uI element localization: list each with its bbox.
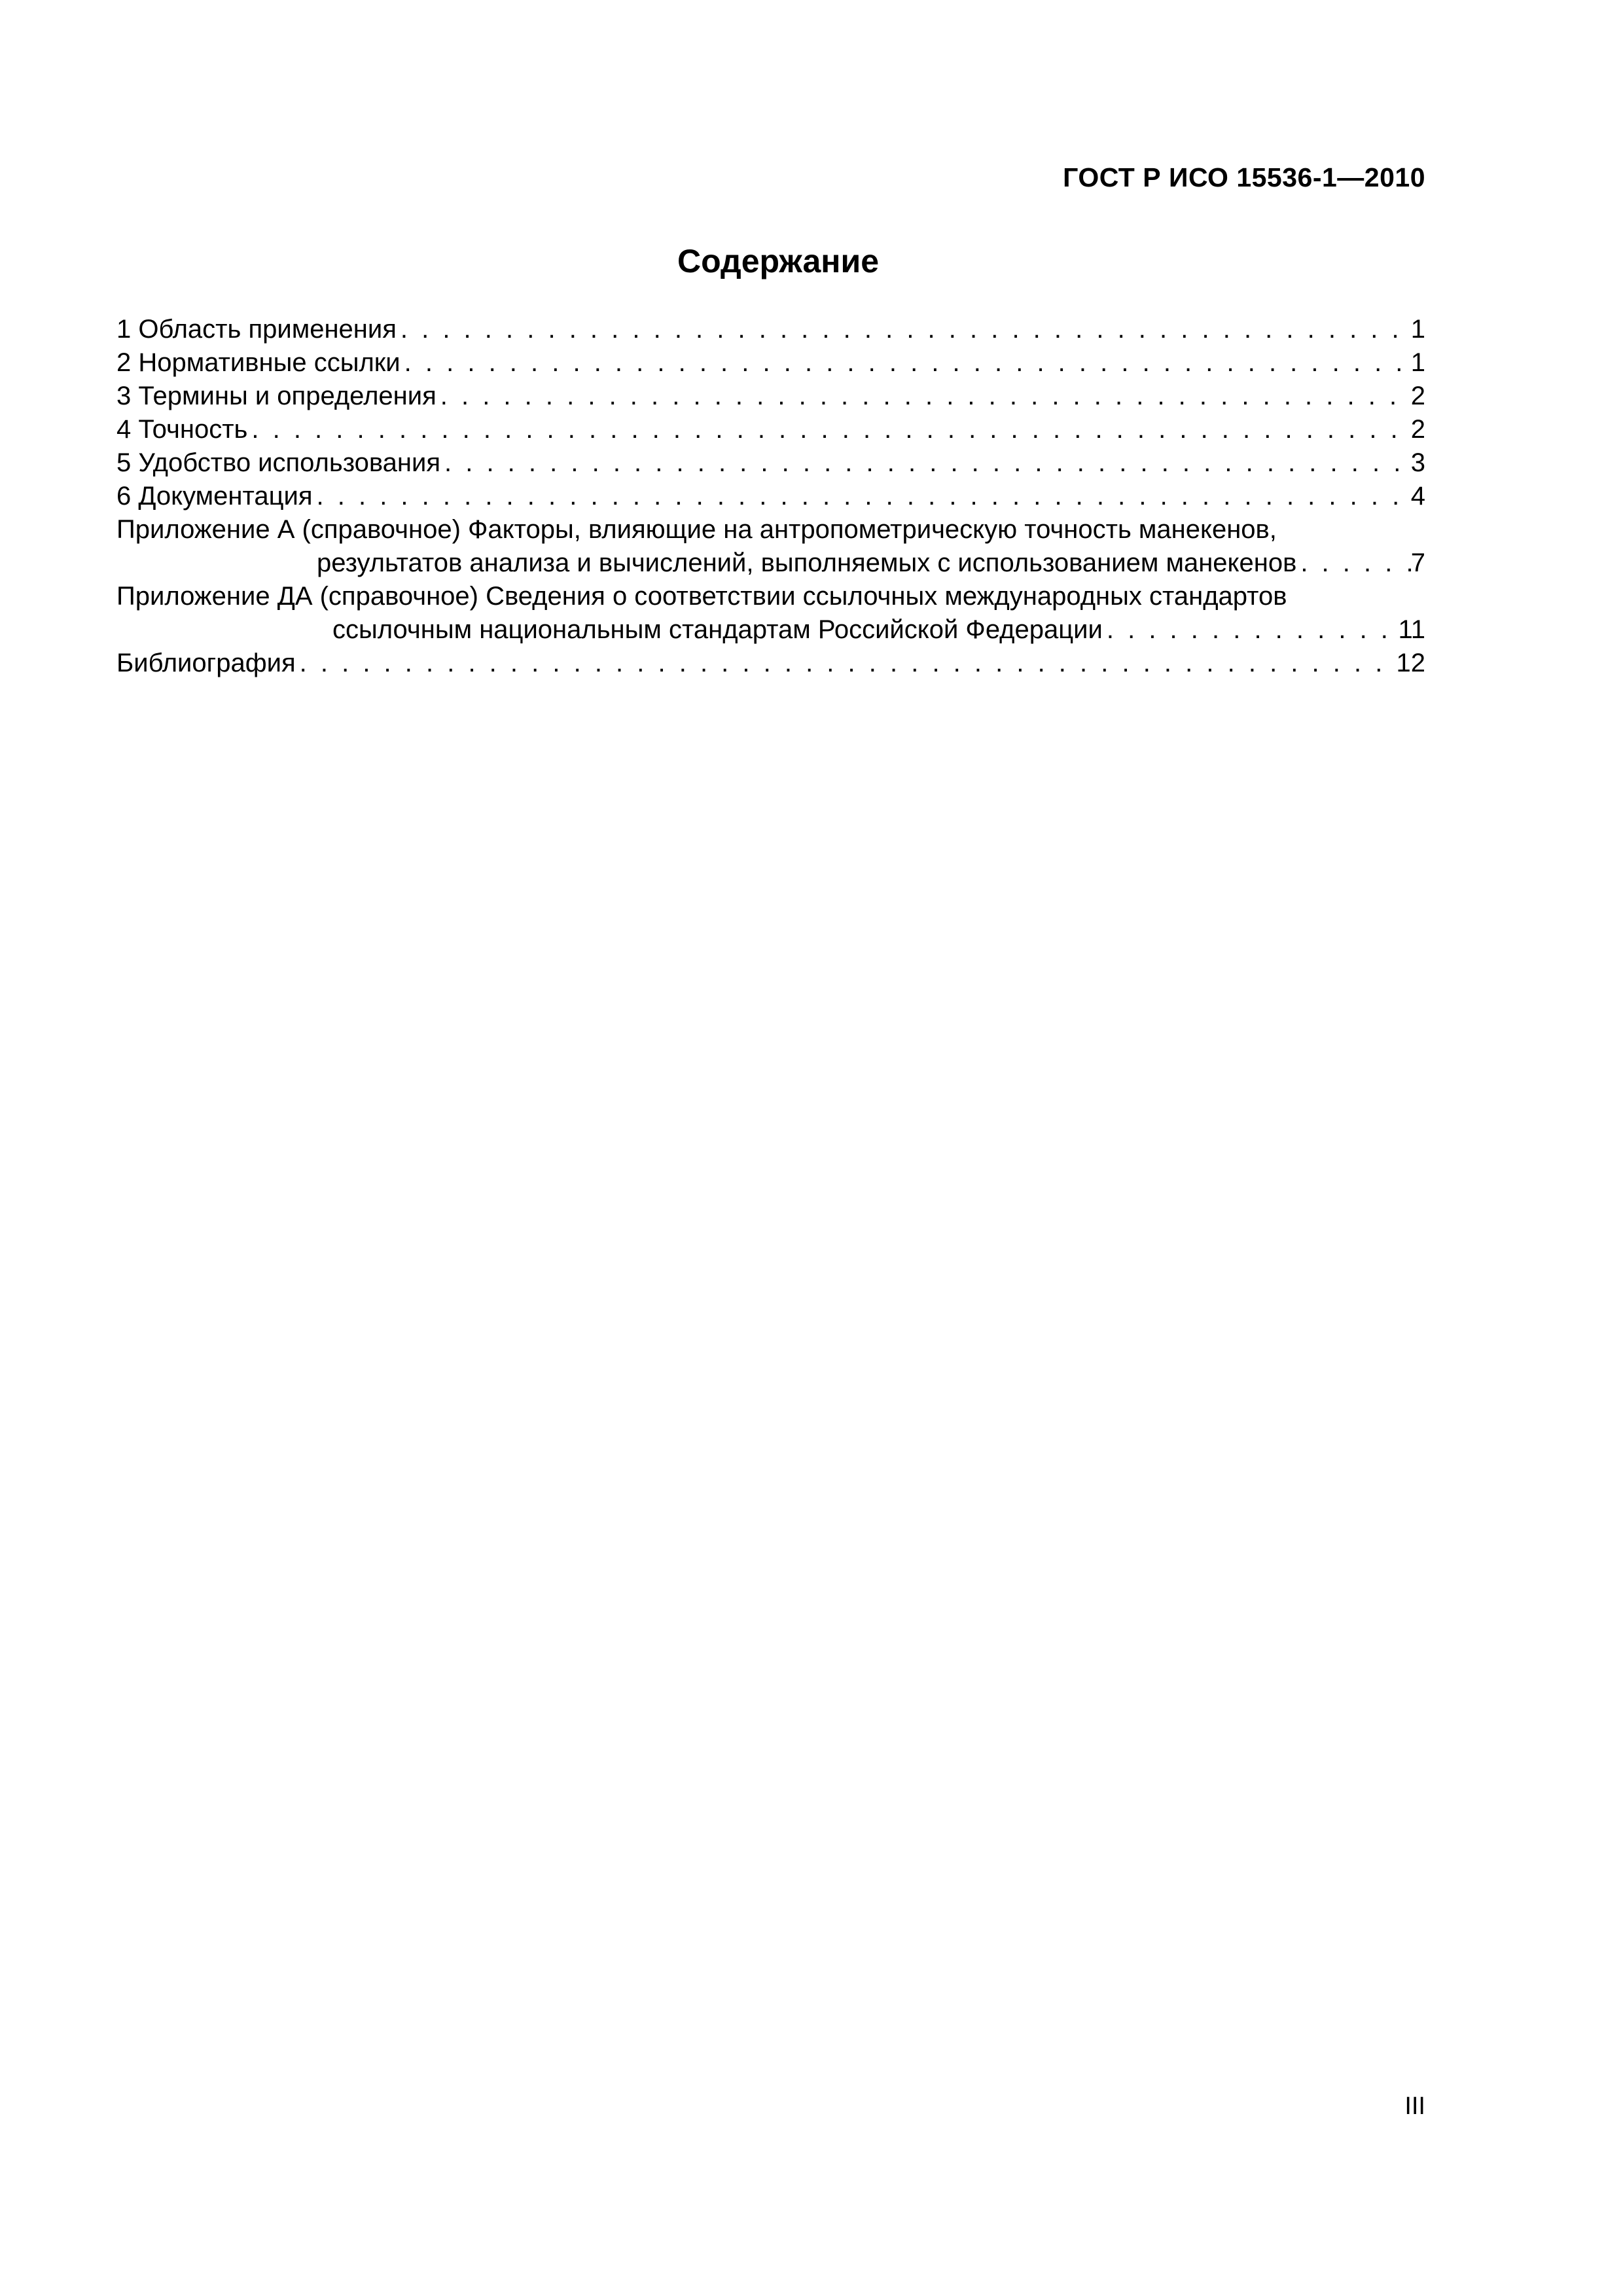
toc-entry-page: 11 bbox=[1398, 615, 1425, 644]
toc-entry-scope[interactable] bbox=[116, 313, 1425, 346]
toc-entry-label: 3 Термины и определения bbox=[116, 382, 437, 410]
toc-entry-label: Библиография bbox=[116, 649, 296, 677]
toc-entry-page: 12 bbox=[1396, 649, 1425, 677]
toc-entry-appendix-da-line2[interactable] bbox=[116, 613, 1425, 647]
toc-entry-page: 4 bbox=[1410, 482, 1425, 511]
toc-entry-label: 4 Точность bbox=[116, 415, 248, 444]
dot-leader bbox=[440, 446, 1411, 480]
toc-entry-label: результатов анализа и вычислений, выполняемых с использованием манекенов bbox=[317, 548, 1297, 577]
toc-entry-page: 3 bbox=[1410, 448, 1425, 477]
toc-entry-page: 1 bbox=[1410, 315, 1425, 344]
dot-leader bbox=[401, 346, 1411, 380]
document-code: ГОСТ Р ИСО 15536-1—2010 bbox=[1063, 162, 1425, 192]
toc-entry-label: 1 Область применения bbox=[116, 315, 397, 344]
toc-entry-documentation[interactable] bbox=[116, 480, 1425, 513]
page-number: III bbox=[1404, 2092, 1425, 2120]
toc-entry-accuracy[interactable] bbox=[116, 413, 1425, 446]
toc-entry-label: ссылочным национальным стандартам Российской Федерации bbox=[332, 615, 1103, 644]
page-title: Содержание bbox=[677, 243, 880, 279]
toc-entry-label: 6 Документация bbox=[116, 482, 313, 511]
dot-leader bbox=[247, 413, 1410, 446]
dot-leader bbox=[397, 313, 1411, 346]
dot-leader bbox=[296, 647, 1397, 680]
toc-entry-terms-definitions[interactable] bbox=[116, 380, 1425, 413]
table-of-contents bbox=[116, 313, 1425, 680]
toc-entry-page: 2 bbox=[1410, 382, 1425, 410]
dot-leader bbox=[1103, 613, 1399, 647]
toc-entry-page: 2 bbox=[1410, 415, 1425, 444]
toc-entry-label: Приложение А (справочное) Факторы, влияющие на антропометрическую точность манекенов, bbox=[116, 515, 1277, 544]
toc-entry-usability[interactable] bbox=[116, 446, 1425, 480]
toc-entry-label: 2 Нормативные ссылки bbox=[116, 348, 401, 377]
toc-entry-normative-references[interactable] bbox=[116, 346, 1425, 380]
toc-entry-label: Приложение ДА (справочное) Сведения о соответствии ссылочных международных стандартов bbox=[116, 582, 1287, 611]
toc-entry-appendix-da-line1[interactable] bbox=[116, 580, 1425, 613]
dot-leader bbox=[313, 480, 1411, 513]
toc-entry-page: 7 bbox=[1410, 548, 1425, 577]
toc-entry-bibliography[interactable] bbox=[116, 647, 1425, 680]
toc-entry-appendix-a-line2[interactable] bbox=[116, 547, 1425, 580]
toc-entry-label: 5 Удобство использования bbox=[116, 448, 440, 477]
toc-entry-appendix-a-line1[interactable] bbox=[116, 513, 1425, 547]
dot-leader bbox=[1296, 547, 1410, 580]
dot-leader bbox=[437, 380, 1411, 413]
toc-entry-page: 1 bbox=[1410, 348, 1425, 377]
